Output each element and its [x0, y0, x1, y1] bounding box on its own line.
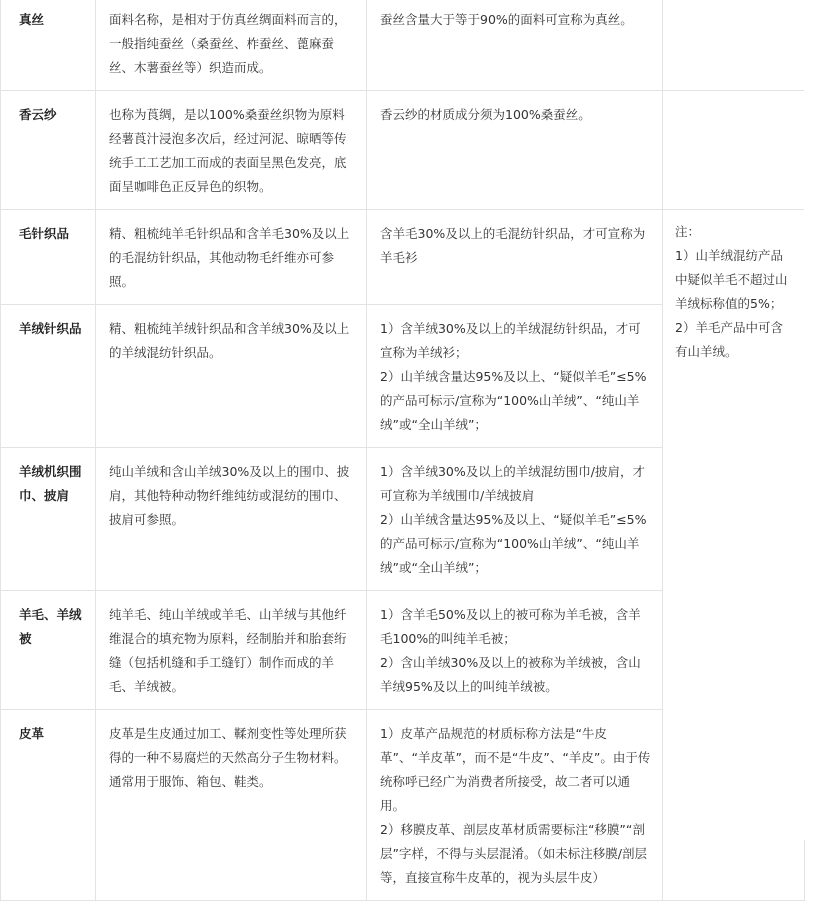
table-row [1, 91, 805, 210]
scrollbar[interactable] [804, 0, 818, 840]
material-name: 香云纱 [1, 91, 96, 210]
rule-line: 2）含山羊绒30%及以上的被称为羊绒被，含山羊绒95%及以上的叫纯羊绒被。 [380, 655, 641, 694]
material-name: 羊绒针织品 [1, 305, 96, 448]
rule-line: 1）皮革产品规范的材质标称方法是“牛皮革”、“羊皮革”，而不是“牛皮”、“羊皮”。由于传统称呼已经广为消费者所接受，故二者可以通用。 [380, 726, 651, 813]
labeling-rule [367, 305, 663, 448]
material-name: 羊绒机织围巾、披肩 [1, 448, 96, 591]
material-name: 羊毛、羊绒被 [1, 591, 96, 710]
rule-line: 2）山羊绒含量达95%及以上、“疑似羊毛”≤5%的产品可标示/宣称为“100%山羊绒”、“纯山羊绒”或“全山羊绒”； [380, 369, 647, 432]
labeling-rule [367, 448, 663, 591]
rule-line: 1）含羊绒30%及以上的羊绒混纺针织品，才可宣称为羊绒衫； [380, 321, 641, 360]
note-cell [663, 91, 805, 210]
rule-line: 1）含羊绒30%及以上的羊绒混纺围巾/披肩，才可宣称为羊绒围巾/羊绒披肩 [380, 464, 645, 503]
note-item: 1）山羊绒混纺产品中疑似羊毛不超过山羊绒标称值的5%； [675, 248, 788, 311]
material-name: 真丝 [1, 0, 96, 91]
note-cell [663, 210, 805, 901]
material-description: 精、粗梳纯羊毛针织品和含羊毛30%及以上的毛混纺针织品，其他动物毛纤维亦可参照。 [96, 210, 367, 305]
table-row [1, 210, 805, 305]
note-item: 2）羊毛产品中可含有山羊绒。 [675, 320, 783, 359]
labeling-rule: 含羊毛30%及以上的毛混纺针织品，才可宣称为羊毛衫 [367, 210, 663, 305]
material-name: 皮革 [1, 710, 96, 901]
rule-line: 2）山羊绒含量达95%及以上、“疑似羊毛”≤5%的产品可标示/宣称为“100%山羊绒”、“纯山羊绒”或“全山羊绒”； [380, 512, 647, 575]
rule-line: 1）含羊毛50%及以上的被可称为羊毛被，含羊毛100%的叫纯羊毛被； [380, 607, 641, 646]
material-description: 精、粗梳纯羊绒针织品和含羊绒30%及以上的羊绒混纺针织品。 [96, 305, 367, 448]
material-description: 面料名称，是相对于仿真丝绸面料而言的，一般指纯蚕丝（桑蚕丝、柞蚕丝、蓖麻蚕丝、木薯蚕丝等）织造而成。 [96, 0, 367, 91]
note-cell [663, 0, 805, 91]
labeling-rule: 蚕丝含量大于等于90%的面料可宣称为真丝。 [367, 0, 663, 91]
table-row [1, 0, 805, 91]
material-description: 纯山羊绒和含山羊绒30%及以上的围巾、披肩，其他特种动物纤维纯纺或混纺的围巾、披肩可参照。 [96, 448, 367, 591]
material-name: 毛针织品 [1, 210, 96, 305]
labeling-rule [367, 591, 663, 710]
material-description: 纯羊毛、纯山羊绒或羊毛、山羊绒与其他纤维混合的填充物为原料，经制胎并和胎套绗缝（包括机缝和手工缝钉）制作而成的羊毛、羊绒被。 [96, 591, 367, 710]
note-title: 注： [675, 224, 701, 239]
labeling-rule: 香云纱的材质成分须为100%桑蚕丝。 [367, 91, 663, 210]
material-description: 皮革是生皮通过加工、鞣剂变性等处理所获得的一种不易腐烂的天然高分子生物材料。通常用于服饰、箱包、鞋类。 [96, 710, 367, 901]
rule-line: 2）移膜皮革、剖层皮革材质需要标注“移膜”“剖层”字样，不得与头层混淆。（如未标注移膜/剖层等，直接宣称牛皮革的，视为头层牛皮） [380, 822, 647, 885]
labeling-rule [367, 710, 663, 901]
material-description: 也称为莨绸，是以100%桑蚕丝织物为原料经薯莨汁浸泡多次后，经过河泥、晾晒等传统手工工艺加工而成的表面呈黑色发亮，底面呈咖啡色正反异色的织物。 [96, 91, 367, 210]
